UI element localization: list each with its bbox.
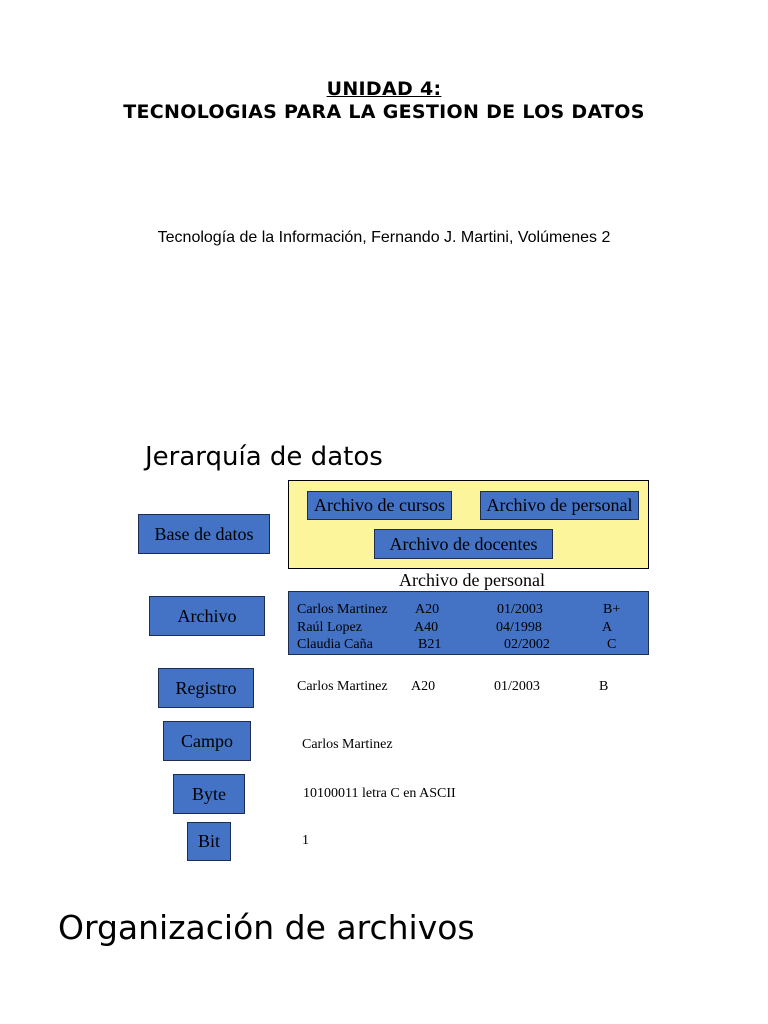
record-code: A20 bbox=[411, 679, 436, 694]
row-code: B21 bbox=[418, 637, 442, 652]
file-caption: Archivo de personal bbox=[399, 570, 545, 590]
row-code: A40 bbox=[414, 620, 439, 635]
file-staff-label: Archivo de personal bbox=[486, 495, 633, 515]
row-grade: C bbox=[607, 637, 617, 652]
field-example: Carlos Martinez bbox=[302, 737, 393, 752]
file-organization-heading: Organización de archivos bbox=[58, 908, 475, 947]
row-grade: A bbox=[602, 620, 613, 635]
level-database-box bbox=[138, 514, 270, 554]
level-field-box bbox=[163, 721, 251, 761]
row-code: A20 bbox=[415, 602, 440, 617]
file-teachers-box bbox=[374, 529, 553, 559]
level-field-label: Campo bbox=[181, 730, 233, 751]
level-record-box bbox=[158, 668, 254, 708]
level-byte-label: Byte bbox=[192, 783, 226, 804]
document-title: TECNOLOGIAS PARA LA GESTION DE LOS DATOS bbox=[123, 101, 645, 123]
file-courses-label: Archivo de cursos bbox=[314, 495, 445, 515]
row-date: 04/1998 bbox=[496, 620, 542, 635]
record-grade: B bbox=[599, 679, 609, 694]
level-bit-box bbox=[187, 822, 231, 861]
hierarchy-heading: Jerarquía de datos bbox=[145, 442, 383, 472]
level-record-label: Registro bbox=[175, 677, 237, 698]
level-bit-label: Bit bbox=[197, 831, 220, 851]
row-name: Carlos Martinez bbox=[297, 602, 388, 617]
level-file-box bbox=[149, 596, 265, 636]
row-name: Raúl Lopez bbox=[297, 620, 362, 635]
file-teachers-label: Archivo de docentes bbox=[389, 533, 538, 554]
row-date: 02/2002 bbox=[504, 637, 550, 652]
file-panel bbox=[288, 591, 649, 655]
level-database-label: Base de datos bbox=[154, 523, 254, 544]
level-file-label: Archivo bbox=[177, 605, 237, 626]
unit-title: UNIDAD 4: bbox=[326, 78, 442, 100]
file-courses-box bbox=[307, 491, 452, 520]
row-name: Claudia Caña bbox=[297, 637, 373, 652]
row-date: 01/2003 bbox=[497, 602, 543, 617]
byte-example: 10100011 letra C en ASCII bbox=[303, 786, 456, 801]
record-name: Carlos Martinez bbox=[297, 679, 388, 694]
citation: Tecnología de la Información, Fernando J. Martini, Volúmenes 2 bbox=[157, 229, 611, 246]
level-byte-box bbox=[173, 774, 245, 814]
bit-example: 1 bbox=[302, 833, 309, 848]
row-grade: B+ bbox=[603, 602, 621, 617]
file-staff-box bbox=[480, 491, 639, 520]
record-date: 01/2003 bbox=[494, 679, 540, 694]
